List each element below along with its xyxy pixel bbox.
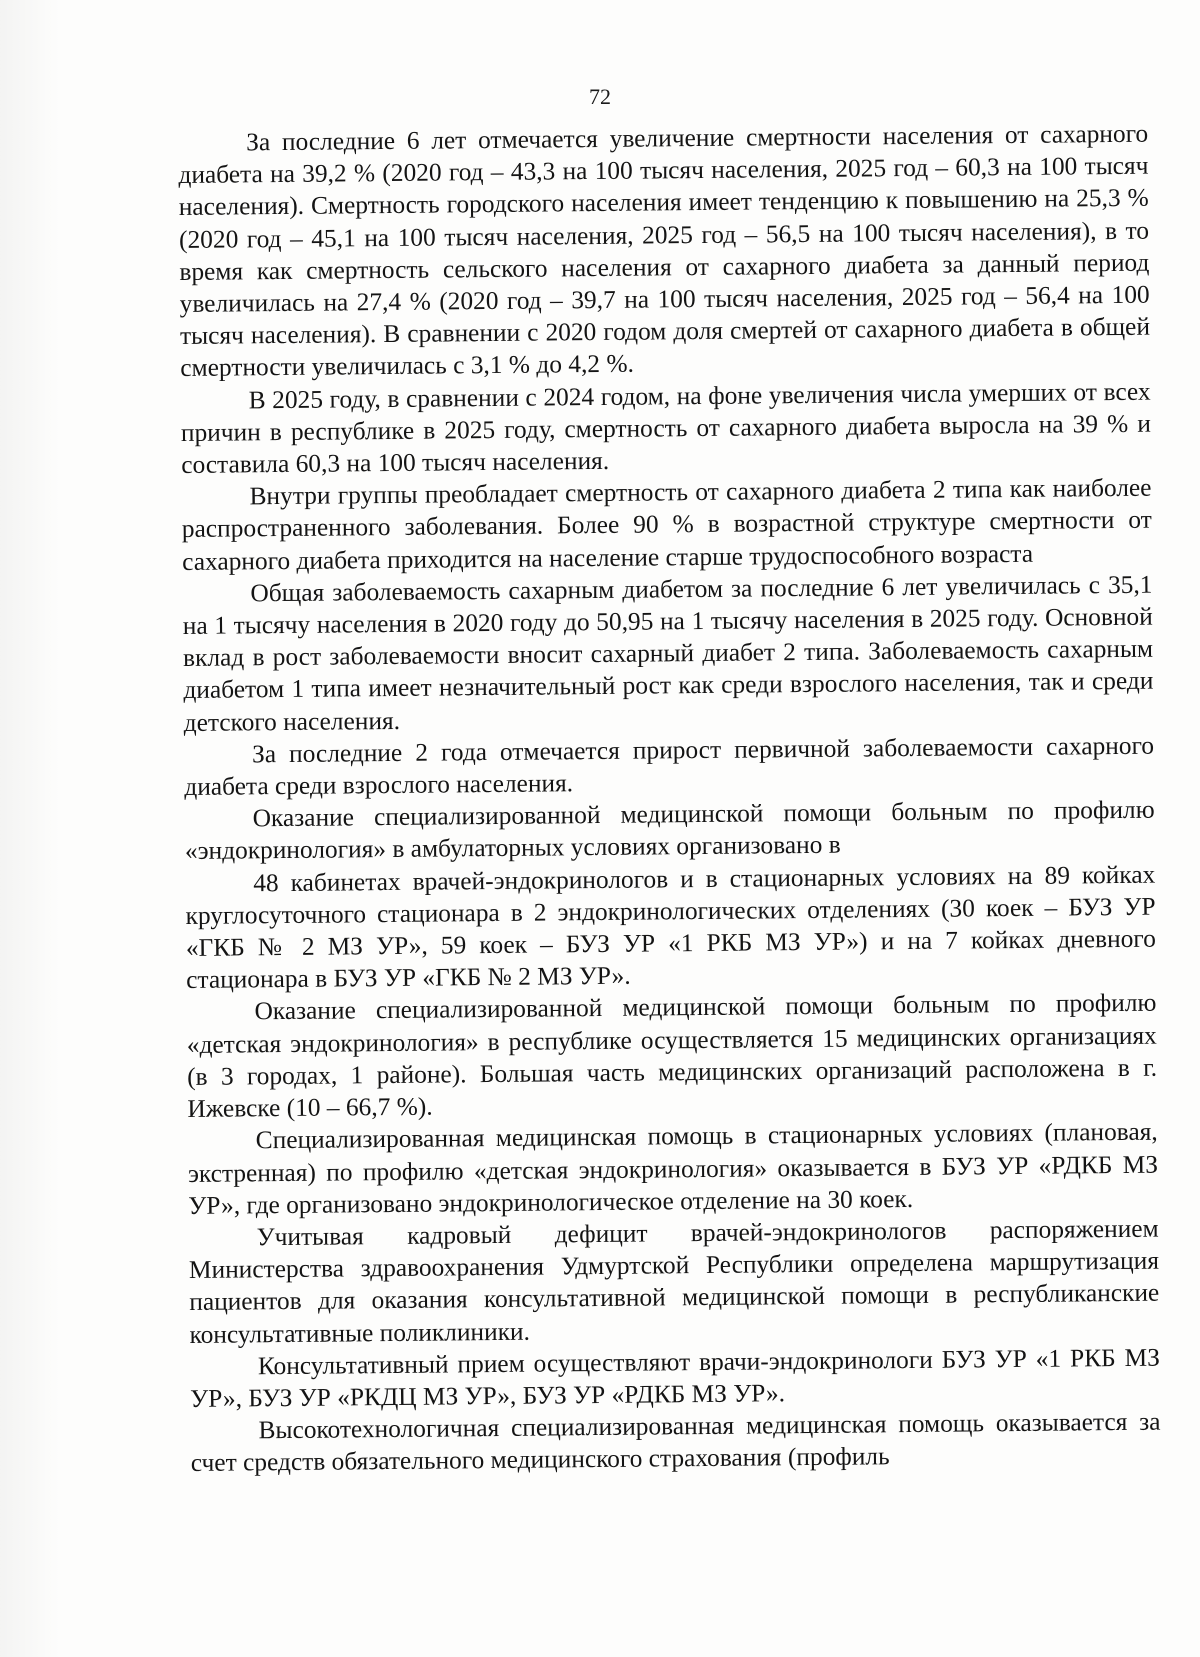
paragraph-2025-comparison: В 2025 году, в сравнении с 2024 годом, на фоне увеличения числа умерших от всех причин в республике в 2025 году, смертность от сахарного диабета выросла на 39 % и составила 60,3 на 100 тысяч населения. — [180, 377, 1152, 480]
paragraph-consultations: Консультативный прием осуществляют врачи-эндокринологи БУЗ УР «1 РКБ МЗ УР», БУЗ УР «РКДЦ МЗ УР», БУЗ УР «РДКБ МЗ УР». — [190, 1343, 1160, 1413]
paragraph-diabetes-mortality: За последние 6 лет отмечается увеличение смертности населения от сахарного диабета на 39,2 % (2020 год – 43,3 на 100 тысяч населения, 2025 год – 60,3 на 100 тысяч населения). Смертность городского населения имеет тенденцию к повышению на 25,3 % (2020 год – 45,1 на 100 тысяч населения, 2025 год – 56,5 на 100 тысяч населения), в то время как смертность сельского населения от сахарного диабета за данный период увеличилась на 27,4 % (2020 год – 39,7 на 100 тысяч населения, 2025 год – 56,4 на 100 тысяч населения). В сравнении с 2020 годом доля смертей от сахарного диабета в общей смертности увеличилась с 3,1 % до 4,2 %. — [178, 119, 1151, 383]
paragraph-primary-morbidity: За последние 2 года отмечается прирост первичной заболеваемости сахарного диабета среди взрослого населения. — [184, 731, 1155, 802]
paragraph-high-tech-care: Высокотехнологичная специализированная медицинская помощь оказывается за счет средств обязательного медицинского страхования (профиль — [190, 1407, 1161, 1478]
paragraph-pediatric-endocrinology: Оказание специализированной медицинской помощи больным по профилю «детская эндокринология» в республике осуществляется 15 медицинских организациях (в 3 городах, 1 районе). Большая часть медицинских организаций расположена в г. Ижевске (10 – 66,7 %). — [186, 989, 1158, 1124]
paragraph-type2-mortality: Внутри группы преобладает смертность от сахарного диабета 2 типа как наиболее распространенного заболевания. Более 90 % в возрастной структуре смертности от сахарного диабета приходится на население старше трудоспособного возраста — [181, 473, 1152, 576]
paragraph-endocrinology-care: Оказание специализированной медицинской помощи больным по профилю «эндокринология» в амбулаторных условиях организовано в — [184, 795, 1155, 866]
paragraph-cabinets-beds: 48 кабинетах врачей-эндокринологов и в стационарных условиях на 89 койках круглосуточного стационара в 2 эндокринологических отделениях (30 коек – БУЗ УР «ГКБ № 2 МЗ УР», 59 коек – БУЗ УР «1 РКБ МЗ УР») и на 7 койках дневного стационара в БУЗ УР «ГКБ № 2 МЗ УР». — [185, 860, 1156, 995]
scan-shadow — [0, 0, 60, 1657]
document-body — [178, 118, 1161, 1480]
paragraph-inpatient-pediatric: Специализированная медицинская помощь в стационарных условиях (плановая, экстренная) по профилю «детская эндокринология» оказывается в БУЗ УР «РДКБ МЗ УР», где организовано эндокринологическое отделение на 30 коек. — [187, 1117, 1159, 1220]
page-number: 72 — [589, 84, 611, 109]
paragraph-staff-deficit: Учитывая кадровый дефицит врачей-эндокринологов распоряжением Министерства здравоохранения Удмуртской Республики определена маршрутизация пациентов для оказания консультативной медицинской помощи в республиканские консультативные поликлиники. — [188, 1214, 1160, 1349]
paragraph-general-morbidity: Общая заболеваемость сахарным диабетом за последние 6 лет увеличилась с 35,1 на 1 тысячу населения в 2020 году до 50,95 на 1 тысячу населения в 2025 году. Основной вклад в рост заболеваемости вносит сахарный диабет 2 типа. Заболеваемость сахарным диабетом 1 типа имеет незначительный рост как среди взрослого населения, так и среди детского населения. — [182, 570, 1154, 737]
